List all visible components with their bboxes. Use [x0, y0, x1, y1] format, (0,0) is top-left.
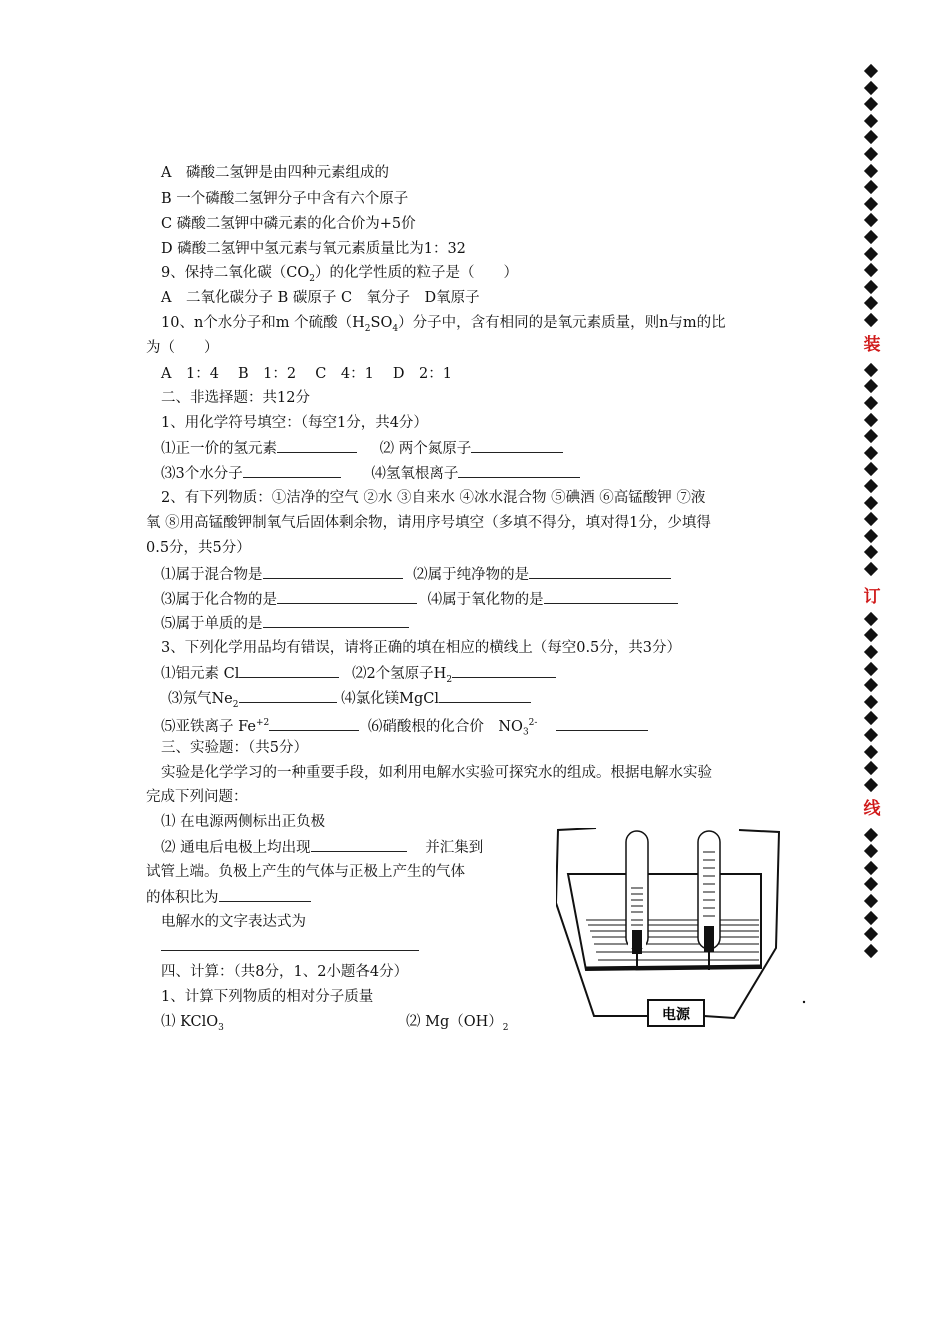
gutter-diamond: [864, 97, 878, 111]
answer-blank[interactable]: [311, 837, 407, 852]
option-b: B 一个磷酸二氢钾分子中含有六个原子: [161, 191, 409, 207]
answer-blank[interactable]: [277, 438, 357, 453]
gutter-diamond: [864, 496, 878, 510]
gutter-char-xian: 线: [863, 799, 881, 819]
question-9-options: A 二氧化碳分子 B 碳原子 C 氧分子 D氧原子: [161, 290, 480, 306]
experiment-q2: ⑵ 通电后电极上均出现 并汇集到: [161, 837, 483, 858]
gutter-diamond: [864, 114, 878, 128]
answer-blank[interactable]: [277, 589, 417, 604]
question-10-cont: 为（ ）: [146, 340, 219, 356]
part-1-row-2: ⑶3个水分子 ⑷氢氧根离子: [161, 463, 580, 484]
gutter-diamond: [864, 844, 878, 858]
question-10: 10、n个水分子和m 个硫酸$(H_2SO_4)$分子中，含有相同的是氧元素质量，则n与m的比: [161, 315, 726, 334]
gutter-diamond: [864, 280, 878, 294]
gutter-diamond: [864, 263, 878, 277]
gutter-diamond: [864, 828, 878, 842]
gutter-diamond: [864, 911, 878, 925]
gutter-diamond: [864, 778, 878, 792]
option-d: D 磷酸二氢钾中氢元素与氧元素质量比为1：32: [161, 241, 466, 257]
experiment-intro-cont: 完成下列问题：: [146, 789, 248, 805]
answer-blank[interactable]: [471, 438, 563, 453]
gutter-diamond: [864, 379, 878, 393]
gutter-diamond: [864, 761, 878, 775]
calc-item-1: ⑴ KClO$_3$: [161, 1014, 224, 1033]
part-2-title: 2、有下列物质：①洁净的空气 ②水 ③自来水 ④冰水混合物 ⑤碘酒 ⑥高锰酸钾 ⑦液: [161, 490, 706, 506]
gutter-char-ding: 订: [863, 587, 881, 607]
experiment-q2-cont2: 的体积比为: [146, 887, 311, 908]
experiment-intro: 实验是化学学习的一种重要手段，如利用电解水实验可探究水的组成。根据电解水实验: [161, 765, 712, 781]
gutter-diamond: [864, 213, 878, 227]
part-2-row-1: ⑴属于混合物是 ⑵属于纯净物的是: [161, 564, 671, 585]
gutter-diamond: [864, 678, 878, 692]
gutter-diamond: [864, 462, 878, 476]
experiment-q1: ⑴ 在电源两侧标出正负极: [161, 814, 326, 830]
gutter-diamond: [864, 147, 878, 161]
gutter-diamond: [864, 296, 878, 310]
answer-blank[interactable]: [452, 663, 556, 678]
part-1-title: 1、用化学符号填空：（每空1分，共4分）: [161, 415, 428, 431]
gutter-diamond: [864, 180, 878, 194]
answer-blank[interactable]: [239, 663, 339, 678]
gutter-diamond: [864, 944, 878, 958]
part-2-row-2: ⑶属于化合物的是 ⑷属于氧化物的是: [161, 589, 678, 610]
gutter-diamond: [864, 927, 878, 941]
gutter-diamond: [864, 711, 878, 725]
gutter-diamond: [864, 230, 878, 244]
answer-blank[interactable]: [219, 887, 311, 902]
section-2-heading: 二、非选择题：共12分: [161, 390, 310, 406]
gutter-char-zhuang: 装: [863, 335, 881, 355]
answer-blank[interactable]: [529, 564, 671, 579]
gutter-diamond: [864, 64, 878, 78]
gutter-diamond: [864, 529, 878, 543]
part-3-row-2: ⑶氖气$Ne_2$ ⑷氯化镁MgCl: [168, 688, 531, 715]
answer-blank[interactable]: [556, 716, 648, 731]
gutter-diamond: [864, 628, 878, 642]
answer-blank[interactable]: [544, 589, 678, 604]
gutter-diamond: [864, 695, 878, 709]
answer-blank[interactable]: [243, 463, 341, 478]
part-3-row-1: ⑴铝元素 Cl ⑵2个氢原子$H_2$: [161, 663, 556, 690]
calc-item-2: ⑵ $Mg(OH)_2$: [406, 1014, 509, 1033]
gutter-diamond: [864, 247, 878, 261]
gutter-diamond: [864, 612, 878, 626]
gutter-diamond: [864, 81, 878, 95]
answer-blank[interactable]: [269, 716, 359, 731]
gutter-diamond: [864, 164, 878, 178]
gutter-diamond: [864, 645, 878, 659]
gutter-diamond: [864, 662, 878, 676]
power-source-label: 电源: [662, 1007, 690, 1023]
experiment-q2-cont: 试管上端。负极上产生的气体与正极上产生的气体: [146, 864, 465, 880]
part-3-row-3: ⑸亚铁离子 $Fe^{+2}$ ⑹硝酸根的化合价 $NO_3^{2-}$: [161, 713, 648, 743]
answer-blank[interactable]: [263, 564, 403, 579]
part-2-title-cont2: 0.5分，共5分）: [146, 540, 251, 556]
part-2-title-cont: 氧 ⑧用高锰酸钾制氧气后固体剩余物，请用序号填空（多填不得分，填对得1分，少填得: [146, 515, 711, 531]
gutter-diamond: [864, 197, 878, 211]
gutter-diamond: [864, 562, 878, 576]
binding-gutter: [860, 62, 884, 952]
answer-blank[interactable]: [458, 463, 580, 478]
gutter-diamond: [864, 745, 878, 759]
gutter-diamond: [864, 894, 878, 908]
answer-blank[interactable]: [439, 688, 531, 703]
gutter-diamond: [864, 512, 878, 526]
section-3-heading: 三、实验题：（共5分）: [161, 740, 308, 756]
gutter-diamond: [864, 728, 878, 742]
question-10-options: A 1：4 B 1：2 C 4：1 D 2：1: [161, 366, 452, 382]
part-1-row-1: ⑴正一价的氢元素 ⑵ 两个氮原子: [161, 438, 563, 459]
electrolysis-apparatus: [556, 828, 814, 1028]
question-9: 9、保持二氧化碳$(CO_2)$的化学性质的粒子是（ ）: [161, 265, 518, 284]
answer-line[interactable]: [161, 950, 419, 951]
gutter-diamond: [864, 545, 878, 559]
option-c: C 磷酸二氢钾中磷元素的化合价为+5价: [161, 216, 416, 232]
gutter-diamond: [864, 861, 878, 875]
gutter-diamond: [864, 429, 878, 443]
answer-blank[interactable]: [263, 613, 409, 628]
answer-blank[interactable]: [239, 688, 337, 703]
calc-title: 1、计算下列物质的相对分子质量: [161, 989, 374, 1005]
part-2-row-3: ⑸属于单质的是: [161, 613, 409, 634]
gutter-diamond: [864, 313, 878, 327]
gutter-diamond: [864, 396, 878, 410]
gutter-diamond: [864, 363, 878, 377]
gutter-diamond: [864, 130, 878, 144]
gutter-diamond: [864, 877, 878, 891]
experiment-q3: 电解水的文字表达式为: [161, 914, 306, 930]
gutter-diamond: [864, 413, 878, 427]
section-4-heading: 四、计算：（共8分，1、2小题各4分）: [161, 964, 409, 980]
gutter-diamond: [864, 479, 878, 493]
part-3-title: 3、下列化学用品均有错误，请将正确的填在相应的横线上（每空0.5分，共3分）: [161, 640, 682, 656]
gutter-diamond: [864, 446, 878, 460]
option-a: A 磷酸二氢钾是由四种元素组成的: [161, 165, 389, 181]
